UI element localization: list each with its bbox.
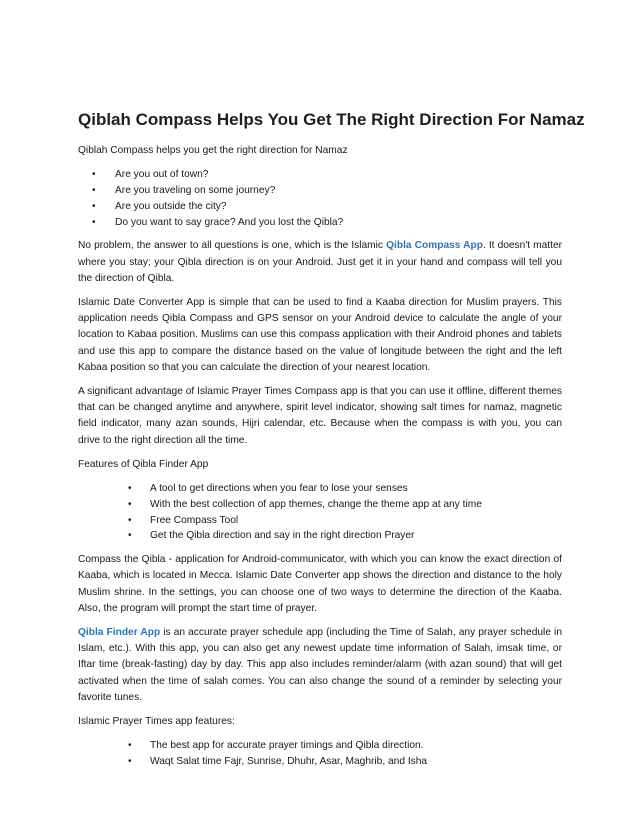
paragraph-advantage: A significant advantage of Islamic Prayer Times Compass app is that you can use it offline, different themes that can be changed anytime and anywhere, spirit level indicator, showing salt times for namaz, magnetic field indicator, many azan sounds, Hijri calendar, etc. Because when the compass is with you, you can drive to the right direction all the time. <box>78 386 562 446</box>
list-item: • Are you out of town? <box>78 167 562 183</box>
paragraph-date-converter: Islamic Date Converter App is simple that can be used to find a Kaaba direction for Muslim prayers. This application needs Qibla Compass and GPS sensor on your Android device to calculate the angle of your location to Kabaa position. Muslims can use this compass application with their Android phones and tablets and use this app to compare the distance based on the value of longitude between the right and the left Kabaa position so that you can calculate the direction of your nearest location. <box>78 297 562 373</box>
prayer-features-list <box>78 738 562 770</box>
list-item: • The best app for accurate prayer timings and Qibla direction. <box>78 738 562 754</box>
bullet-icon: • <box>92 200 96 212</box>
bullet-icon: • <box>92 169 96 181</box>
bullet-icon: • <box>128 530 132 542</box>
qibla-finder-app-link[interactable]: Qibla Finder App <box>78 627 161 639</box>
bullet-icon: • <box>128 483 132 495</box>
questions-list <box>78 167 562 230</box>
intro-line: Qiblah Compass helps you get the right direction for Namaz <box>78 145 348 156</box>
bullet-icon: • <box>128 740 132 752</box>
features-list <box>78 481 562 544</box>
document-title: Qiblah Compass Helps You Get The Right Direction For Namaz <box>78 110 585 129</box>
bullet-icon: • <box>92 216 96 228</box>
list-item: • Waqt Salat time Fajr, Sunrise, Dhuhr, Asar, Maghrib, and Isha <box>78 754 562 770</box>
list-item: • With the best collection of app themes, change the theme app at any time <box>78 497 562 513</box>
qibla-compass-app-link[interactable]: Qibla Compass App <box>386 240 483 252</box>
paragraph-finder-app: Qibla Finder App is an accurate prayer schedule app (including the Time of Salah, any prayer schedule in Islam, etc.). With this app, you can also get any newest update time information of Salah, imsak time, or Iftar time (break-fasting) day by day. This app also includes reminder/alarm (with azan sound) that will get activated when the time of salah comes. You can also change the sound of a reminder by selecting your favorite tunes. <box>78 627 562 703</box>
paragraph-compass-qibla: Compass the Qibla - application for Android-communicator, with which you can know the exact direction of Kaaba, which is located in Mecca. Islamic Date Converter app shows the direction and distance to the holy Muslim shrine. In the settings, you can choose one of two ways to determine the direction of the Kaaba. Also, the program will prompt the start time of prayer. <box>78 554 562 614</box>
list-item: • Do you want to say grace? And you lost the Qibla? <box>78 215 562 231</box>
list-item: • Free Compass Tool <box>78 513 562 529</box>
document-page <box>78 110 585 778</box>
features-heading: Features of Qibla Finder App <box>78 458 209 470</box>
bullet-icon: • <box>92 185 96 196</box>
paragraph-answer: No problem, the answer to all questions is one, which is the Islamic Qibla Compass App. It doesn't matter where you stay; your Qibla direction is on your Android. Just get it in your hand and compass will tell you the direction of Qibla. <box>78 240 563 284</box>
list-item: • Are you outside the city? <box>78 199 562 215</box>
list-item: • Are you traveling on some journey? <box>78 183 562 199</box>
bullet-icon: • <box>128 498 132 510</box>
prayer-features-heading: Islamic Prayer Times app features: <box>78 716 235 728</box>
list-item: • A tool to get directions when you fear to lose your senses <box>78 481 562 497</box>
bullet-icon: • <box>128 514 132 526</box>
list-item: • Get the Qibla direction and say in the right direction Prayer <box>78 528 562 544</box>
bullet-icon: • <box>128 756 132 768</box>
